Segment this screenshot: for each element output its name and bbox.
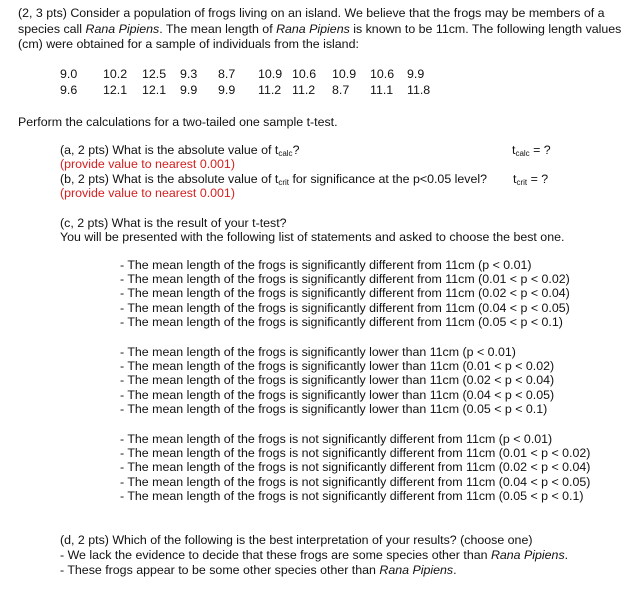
intro-lead: (2, 3 pts) Consider a population of frogs living on an island. We believe that the frogs may be members of a species call [18,6,605,36]
list-item: - The mean length of the frogs is significantly lower than 11cm (0.02 < p < 0.04) [120,373,555,388]
species-name: Rana Pipiens [490,548,565,562]
value-cell: 10.2 [103,67,128,81]
part-c-prompt: You will be presented with the following list of statements and asked to choose the best one. [60,230,565,244]
list-item: - The mean length of the frogs is significantly different from 11cm (0.04 < p < 0.05) [120,300,570,315]
problem-intro [18,6,623,53]
t-calc-answer: $t_{calc}$ = ? [512,143,551,158]
part-a-note: (provide value to nearest 0.001) [60,157,235,171]
value-cell: 10.6 [370,67,395,81]
value-cell: 11.1 [370,82,394,97]
species-name: Rana Pipiens [276,21,350,36]
part-d-option-1: - We lack the evidence to decide that these frogs are some species other than Rana Pipiens. [60,548,569,562]
statement-group-not-different [120,432,590,503]
list-item: - The mean length of the frogs is significantly different from 11cm (0.05 < p < 0.1) [120,314,563,329]
instruction-text: Perform the calculations for a two-tailed one sample t-test. [18,115,338,129]
value-cell: 11.2 [292,82,316,97]
list-item: - The mean length of the frogs is significantly lower than 11cm (0.05 < p < 0.1) [120,401,548,416]
value-cell: 11.2 [258,82,282,97]
part-b-note: (provide value to nearest 0.001) [60,186,235,200]
list-item: - The mean length of the frogs is significantly lower than 11cm (p < 0.01) [120,345,516,359]
list-item: - The mean length of the frogs is not significantly different from 11cm (0.01 < p < 0.02) [120,446,591,461]
list-item: - The mean length of the frogs is not significantly different from 11cm (0.02 < p < 0.04) [120,460,591,475]
part-d-option-2: - These frogs appear to be some other species other than Rana Pipiens. [60,563,457,577]
list-item: - The mean length of the frogs is significantly lower than 11cm (0.01 < p < 0.02) [120,359,555,374]
list-item: - The mean length of the frogs is not significantly different from 11cm (0.05 < p < 0.1) [120,488,584,503]
values-row-2 [60,83,437,99]
t-crit-answer: $t_{crit}$ = ? [513,172,549,187]
list-item: - The mean length of the frogs is significantly different from 11cm (0.02 < p < 0.04) [120,286,570,301]
value-cell: 12.1 [142,82,167,97]
value-cell: 10.9 [258,67,283,81]
list-item: - The mean length of the frogs is not significantly different from 11cm (p < 0.01) [120,432,553,446]
part-c-question: (c, 2 pts) What is the result of your t-test? [60,216,287,230]
value-cell: 9.9 [180,82,198,97]
list-item: - The mean length of the frogs is significantly different from 11cm (p < 0.01) [120,258,532,272]
intro-mid: . The mean length of [159,21,277,36]
intro-tail: is known to be 11cm. The following length values (cm) were obtained for a sample of individuals from the island: [18,21,622,52]
list-item: - The mean length of the frogs is not significantly different from 11cm (0.04 < p < 0.05) [120,474,591,489]
value-cell: 12.1 [103,82,128,97]
value-cell: 9.3 [180,67,198,81]
value-cell: 10.9 [332,67,357,81]
list-item: - The mean length of the frogs is significantly lower than 11cm (0.04 < p < 0.05) [120,387,555,402]
list-item: - The mean length of the frogs is significantly different from 11cm (0.01 < p < 0.02) [120,272,570,287]
species-name: Rana Pipiens [379,563,454,577]
value-cell: 9.9 [218,82,236,97]
part-b-question: (b, 2 pts) What is the absolute value of $t_{crit}$ for significance at the p<0.05 level? [60,172,488,187]
value-cell: 12.5 [142,67,167,81]
value-cell: 8.7 [218,67,236,81]
value-cell: 8.7 [332,82,350,97]
value-cell: 9.6 [60,82,78,97]
length-values-table [60,67,437,98]
statement-group-lower [120,345,554,416]
species-name: Rana Pipiens [85,21,160,36]
value-cell: 11.8 [407,82,431,97]
part-a-question: (a, 2 pts) What is the absolute value of $t_{calc}$? [60,143,300,158]
part-d-question: (d, 2 pts) Which of the following is the best interpretation of your results? (choose one) [60,533,533,547]
value-cell: 9.0 [60,67,78,81]
value-cell: 10.6 [292,67,317,81]
value-cell: 9.9 [407,67,425,81]
statement-group-different [120,258,570,329]
values-row-1 [60,67,437,83]
